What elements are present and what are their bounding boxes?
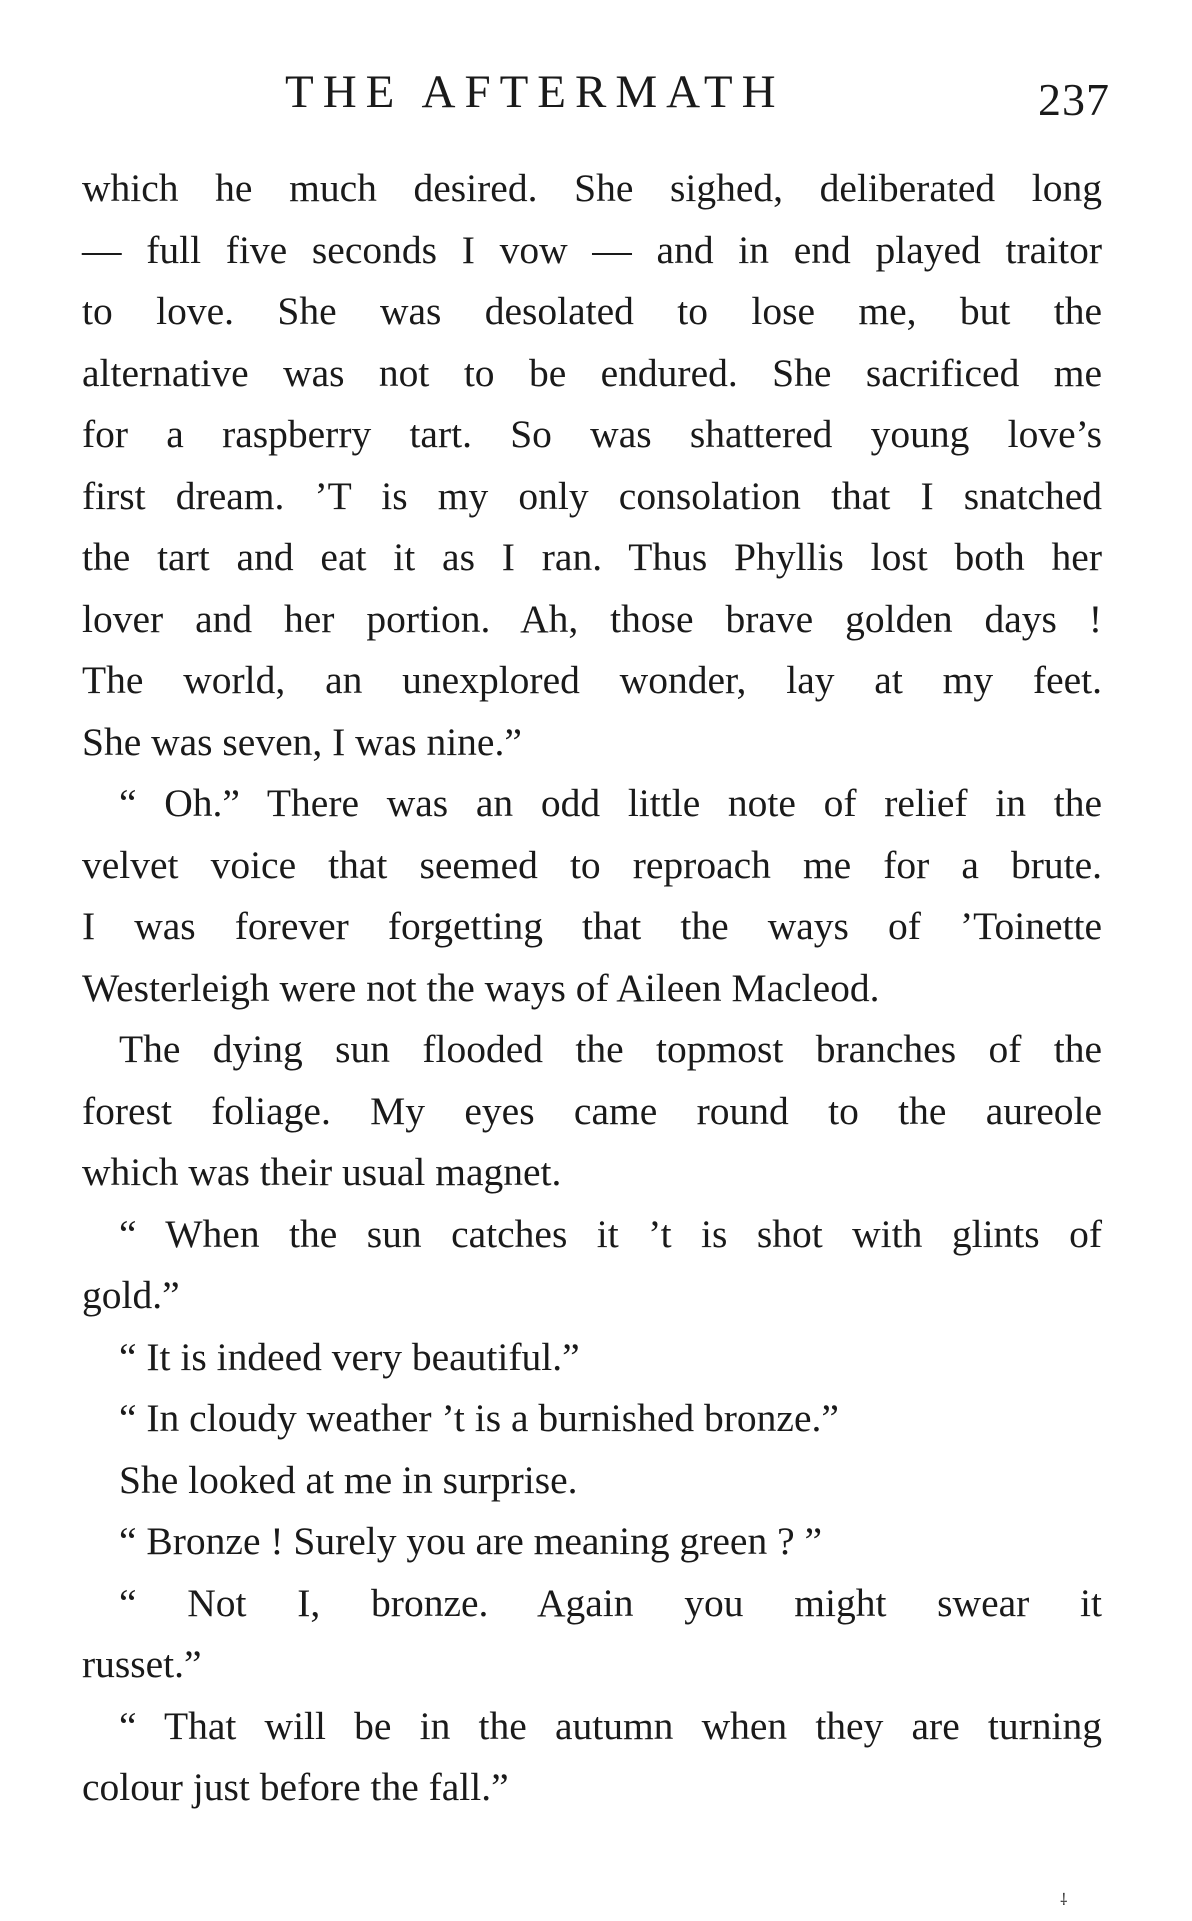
text-line: the tart and eat it as I ran. Thus Phyllis lost both her (82, 535, 1102, 579)
text-line: “ In cloudy weather ’t is a burnished bronze.” (119, 1396, 839, 1440)
text-line: forest foliage. My eyes came round to the aureole (82, 1088, 1102, 1133)
text-line: which was their usual magnet. (82, 1150, 562, 1194)
printer-mark: ⸸ (1060, 1892, 1068, 1909)
text-line: russet.” (82, 1642, 202, 1686)
body-text (82, 158, 1102, 1819)
text-line: Westerleigh were not the ways of Aileen Macleod. (82, 965, 880, 1010)
text-line: “ It is indeed very beautiful.” (119, 1334, 580, 1379)
text-line: “ Not I, bronze. Again you might swear it (119, 1580, 1102, 1625)
text-line: velvet voice that seemed to reproach me for a brute. (82, 842, 1102, 887)
text-line: for a raspberry tart. So was shattered young love’s (82, 412, 1102, 456)
running-title: THE AFTERMATH (285, 66, 785, 118)
running-head (80, 62, 1110, 125)
text-line: I was forever forgetting that the ways of ’Toinette (82, 904, 1102, 948)
text-line: — full five seconds I vow — and in end played traitor (82, 227, 1102, 272)
text-line: The dying sun flooded the topmost branches of the (119, 1027, 1102, 1071)
text-line: lover and her portion. Ah, those brave golden days ! (82, 596, 1102, 641)
text-line: “ Oh.” There was an odd little note of relief in the (119, 781, 1102, 825)
text-line: gold.” (82, 1273, 180, 1317)
text-line: “ When the sun catches it ’t is shot with glints of (119, 1211, 1102, 1256)
text-line: first dream. ’T is my only consolation that I snatched (82, 473, 1102, 518)
text-line: She was seven, I was nine.” (82, 719, 522, 764)
text-line: colour just before the fall.” (82, 1765, 509, 1809)
text-line: She looked at me in surprise. (119, 1457, 578, 1502)
text-line: which he much desired. She sighed, deliberated long (82, 166, 1102, 210)
text-line: alternative was not to be endured. She sacrificed me (82, 350, 1102, 395)
text-line: to love. She was desolated to lose me, but the (82, 289, 1102, 333)
text-line: “ That will be in the autumn when they are turning (119, 1703, 1102, 1748)
text-line: “ Bronze ! Surely you are meaning green ? ” (119, 1519, 823, 1563)
text-line: The world, an unexplored wonder, lay at my feet. (82, 658, 1102, 702)
page-number: 237 (1038, 74, 1110, 125)
